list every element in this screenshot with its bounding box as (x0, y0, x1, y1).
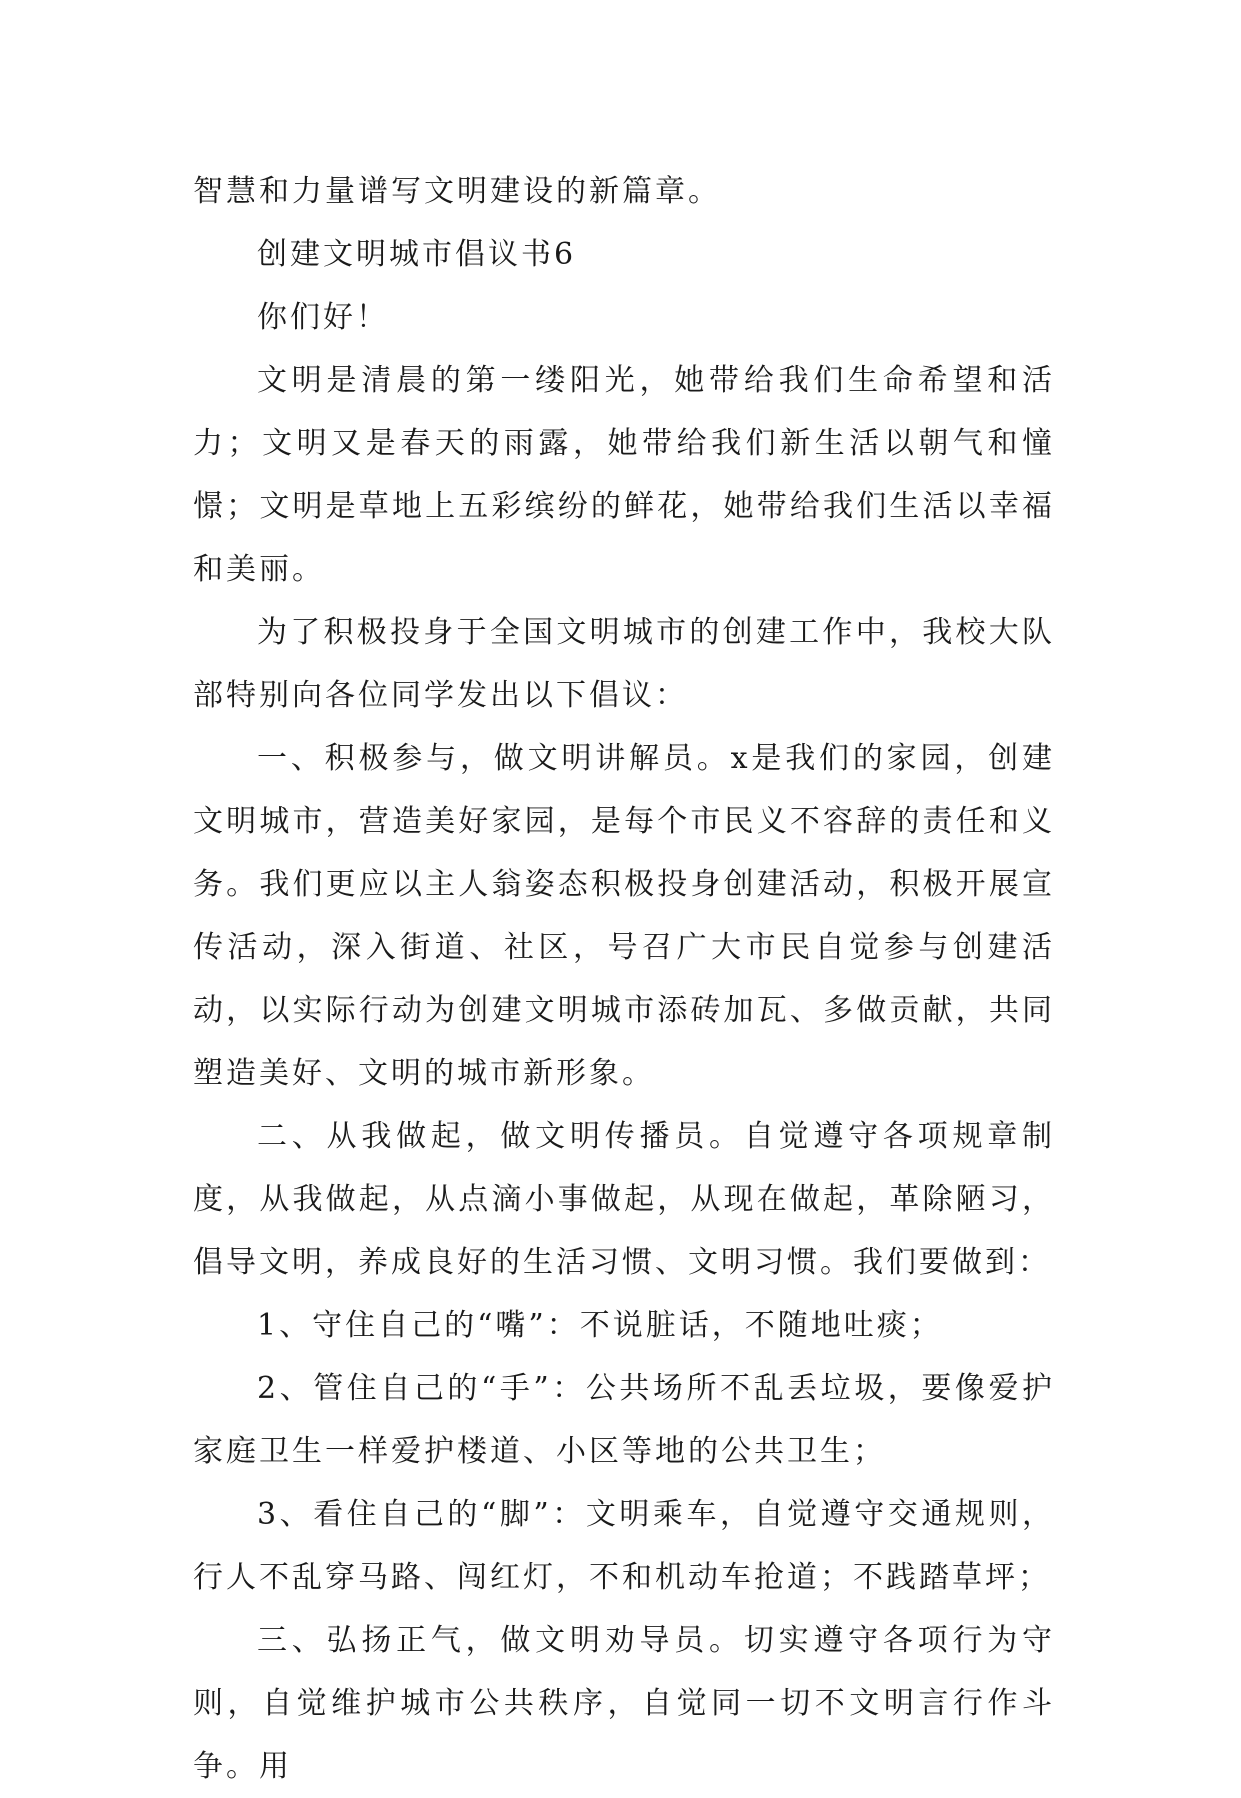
paragraph-intro: 文明是清晨的第一缕阳光，她带给我们生命希望和活力；文明又是春天的雨露，她带给我们新生活以朝气和憧憬；文明是草地上五彩缤纷的鲜花，她带给我们生活以幸福和美丽。 (193, 363, 1055, 587)
list-item-foot: 3、看住自己的“脚”：文明乘车，自觉遵守交通规则，行人不乱穿马路、闯红灯，不和机动车抢道；不践踏草坪； (193, 1497, 1055, 1595)
list-item-hand: 2、管住自己的“手”：公共场所不乱丢垃圾，要像爱护家庭卫生一样爱护楼道、小区等地的公共卫生； (193, 1371, 1055, 1469)
paragraph-item-three: 三、弘扬正气，做文明劝导员。切实遵守各项行为守则，自觉维护城市公共秩序，自觉同一切不文明言行作斗争。用 (193, 1623, 1055, 1784)
list-item-mouth: 1、守住自己的“嘴”：不说脏话，不随地吐痰； (257, 1308, 943, 1343)
paragraph-purpose: 为了积极投身于全国文明城市的创建工作中，我校大队部特别向各位同学发出以下倡议： (193, 615, 1055, 713)
paragraph-item-one: 一、积极参与，做文明讲解员。x是我们的家园，创建文明城市，营造美好家园，是每个市民义不容辞的责任和义务。我们更应以主人翁姿态积极投身创建活动，积极开展宣传活动，深入街道、社区，号召广大市民自觉参与创建活动，以实际行动为创建文明城市添砖加瓦、多做贡献，共同塑造美好、文明的城市新形象。 (193, 741, 1055, 1091)
document-body (193, 160, 1055, 1798)
paragraph-item-two: 二、从我做起，做文明传播员。自觉遵守各项规章制度，从我做起，从点滴小事做起，从现在做起，革除陋习，倡导文明，养成良好的生活习惯、文明习惯。我们要做到： (193, 1119, 1055, 1280)
section-heading: 创建文明城市倡议书6 (257, 237, 577, 272)
salutation: 你们好！ (257, 300, 389, 335)
paragraph-continuation: 智慧和力量谱写文明建设的新篇章。 (193, 174, 721, 209)
